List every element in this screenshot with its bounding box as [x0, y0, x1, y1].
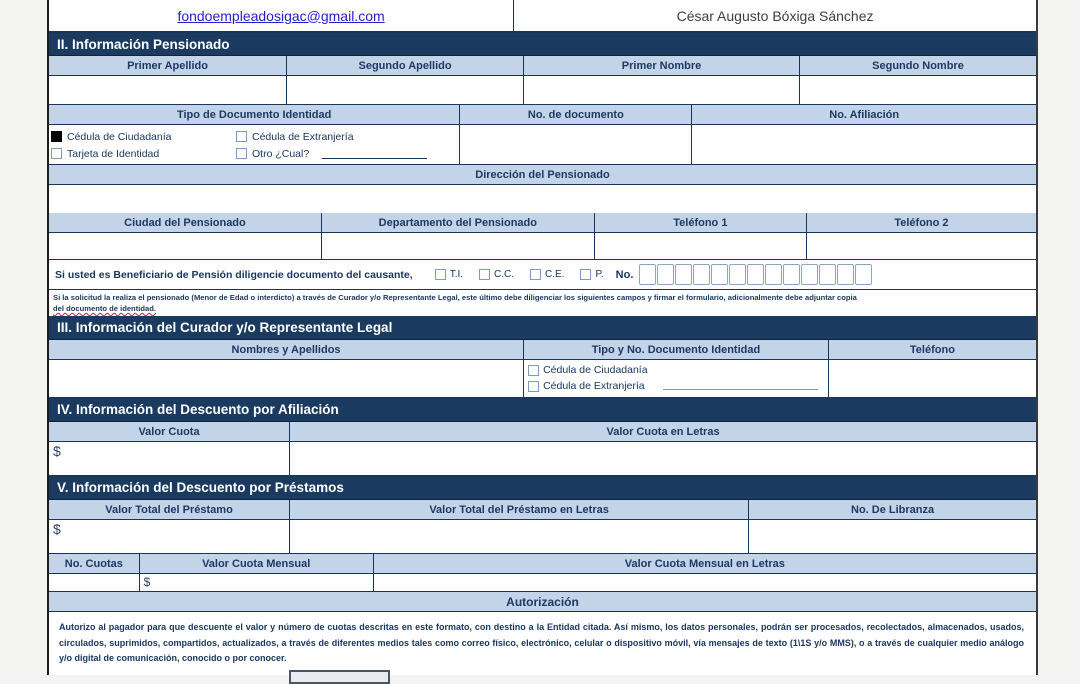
beneficiary-instruction: Si usted es Beneficiario de Pensión diligencie documento del causante, [55, 268, 413, 281]
label-cc: C.C. [494, 269, 515, 280]
section5-row1-values [49, 520, 1036, 554]
curator-note [49, 290, 1036, 316]
checkbox-curador-cedula-ciudadania[interactable] [528, 365, 539, 376]
top-row [49, 0, 1036, 33]
beneficiary-doc-options [435, 269, 612, 280]
label-curador-cedula-extranjeria: Cédula de Extranjería [543, 380, 645, 392]
section4-values-row [49, 442, 1036, 476]
header-no-afiliacion: No. Afiliación [691, 105, 1036, 124]
header-valor-total-prestamo-letras: Valor Total del Préstamo en Letras [289, 500, 748, 519]
signature-box-partial [289, 670, 390, 684]
header-segundo-apellido: Segundo Apellido [286, 56, 523, 75]
beneficiary-option-cc [479, 269, 514, 280]
label-ce: C.E. [545, 269, 565, 280]
input-primer-apellido[interactable] [49, 76, 286, 104]
section3-headers-row [49, 340, 1036, 360]
header-valor-cuota-mensual: Valor Cuota Mensual [139, 554, 373, 573]
curator-doc-type-cell [523, 360, 828, 397]
otro-cual-write-line[interactable] [322, 149, 427, 159]
label-curador-cedula-ciudadania: Cédula de Ciudadanía [543, 364, 648, 376]
doc-number-box[interactable] [657, 264, 674, 285]
section5-row1-headers [49, 500, 1036, 520]
header-direccion-pensionado: Dirección del Pensionado [475, 168, 610, 181]
email-cell [49, 0, 513, 31]
checkbox-curador-cedula-extranjeria[interactable] [528, 381, 539, 392]
doc-number-box[interactable] [801, 264, 818, 285]
input-no-libranza[interactable] [748, 520, 1036, 553]
section2-doc-values [49, 125, 1036, 165]
input-valor-cuota[interactable] [49, 442, 289, 475]
input-valor-cuota-mensual-letras[interactable] [373, 574, 1036, 591]
curator-note-line1: Si la solicitud la realiza el pensionado (Menor de Edad o interdicto) a través de Curador y/o Representante Legal, este último debe diligenciar los siguientes campos y firmar el formulario, adicionalmente debe adjuntar copia [53, 293, 857, 302]
section3-values-row [49, 360, 1036, 398]
header-tipo-no-documento: Tipo y No. Documento Identidad [523, 340, 828, 359]
section2-doc-headers [49, 105, 1036, 125]
input-departamento-pensionado[interactable] [321, 233, 594, 259]
input-direccion-pensionado[interactable] [49, 185, 1036, 213]
section5-row2-headers [49, 554, 1036, 574]
currency-symbol: $ [53, 521, 61, 537]
checkbox-cedula-extranjeria[interactable] [236, 131, 247, 142]
input-telefono-2[interactable] [806, 233, 1036, 259]
checkbox-tarjeta-identidad[interactable] [51, 148, 62, 159]
label-cedula-extranjeria: Cédula de Extranjería [252, 130, 354, 143]
label-ti: T.I. [449, 269, 464, 280]
beneficiary-option-ce [530, 269, 564, 280]
contact-name: César Augusto Bóxiga Sánchez [676, 7, 874, 24]
authorization-header: Autorización [49, 592, 1036, 612]
doc-number-box[interactable] [855, 264, 872, 285]
doc-number-box[interactable] [639, 264, 656, 285]
header-primer-apellido: Primer Apellido [127, 59, 208, 72]
doc-type-option [236, 148, 455, 160]
input-segundo-apellido[interactable] [286, 76, 523, 104]
section2-name-values [49, 76, 1036, 105]
input-no-cuotas[interactable] [49, 574, 139, 591]
input-valor-cuota-letras[interactable] [289, 442, 1036, 475]
header-valor-cuota-letras: Valor Cuota en Letras [289, 422, 1036, 441]
input-telefono-curador[interactable] [828, 360, 1036, 397]
doc-number-box[interactable] [819, 264, 836, 285]
input-valor-cuota-mensual[interactable] [139, 574, 373, 591]
doc-type-cell [49, 125, 459, 164]
doc-number-box[interactable] [711, 264, 728, 285]
address-value-row [49, 185, 1036, 213]
header-valor-cuota: Valor Cuota [138, 425, 200, 438]
doc-number-box[interactable] [837, 264, 854, 285]
checkbox-cc[interactable] [479, 269, 490, 280]
header-segundo-nombre: Segundo Nombre [799, 56, 1036, 75]
header-telefono-curador: Teléfono [828, 340, 1036, 359]
section5-row2-values [49, 574, 1036, 592]
header-tipo-documento: Tipo de Documento Identidad [176, 108, 332, 121]
curator-doc-option [528, 378, 824, 394]
header-ciudad-pensionado: Ciudad del Pensionado [124, 216, 246, 229]
doc-number-box[interactable] [675, 264, 692, 285]
doc-type-option [51, 131, 236, 143]
doc-number-box[interactable] [693, 264, 710, 285]
section2-name-headers [49, 56, 1036, 76]
section4-headers-row [49, 422, 1036, 442]
doc-type-option [236, 131, 455, 143]
doc-number-box[interactable] [765, 264, 782, 285]
header-no-libranza: No. De Libranza [748, 500, 1036, 519]
input-no-documento[interactable] [459, 125, 691, 164]
header-telefono-2: Teléfono 2 [806, 213, 1036, 232]
section5-header-bar: V. Información del Descuento por Préstamos [49, 476, 1036, 500]
header-valor-total-prestamo: Valor Total del Préstamo [105, 503, 233, 516]
label-tarjeta-identidad: Tarjeta de Identidad [67, 147, 160, 160]
curator-doc-option [528, 362, 824, 378]
checkbox-ce[interactable] [530, 269, 541, 280]
label-otro-cual: Otro ¿Cual? [252, 147, 310, 160]
beneficiary-row [49, 260, 1036, 290]
beneficiary-option-p [580, 269, 603, 280]
doc-number-box[interactable] [729, 264, 746, 285]
input-telefono-1[interactable] [594, 233, 806, 259]
header-telefono-1: Teléfono 1 [594, 213, 806, 232]
doc-type-option [51, 148, 236, 160]
header-nombres-apellidos: Nombres y Apellidos [231, 343, 341, 356]
curator-doc-write-line[interactable] [663, 389, 818, 390]
doc-number-box[interactable] [783, 264, 800, 285]
input-primer-nombre[interactable] [523, 76, 799, 104]
contact-name-cell [513, 0, 1036, 31]
address-header-row [49, 165, 1036, 185]
checkbox-ti[interactable] [435, 269, 446, 280]
beneficiary-option-ti [435, 269, 463, 280]
no-label: No. [615, 268, 634, 281]
email-link[interactable]: fondoempleadosigac@gmail.com [177, 7, 385, 24]
input-no-afiliacion[interactable] [691, 125, 1036, 164]
header-no-documento: No. de documento [459, 105, 691, 124]
currency-symbol: $ [53, 443, 61, 459]
input-segundo-nombre[interactable] [799, 76, 1036, 104]
header-valor-cuota-mensual-letras: Valor Cuota Mensual en Letras [373, 554, 1036, 573]
checkbox-cedula-ciudadania[interactable] [51, 131, 62, 142]
input-ciudad-pensionado[interactable] [49, 233, 321, 259]
section2-header-bar: II. Información Pensionado [49, 33, 1036, 56]
label-p: P. [595, 269, 604, 280]
authorization-text: Autorizo al pagador para que descuente el valor y número de cuotas descritas en este formato, con destino a la Entidad citada. Así mismo, los datos personales, podrán ser procesados, recolectados, almacenados, usados, circulados, suprimidos, compartidos, actualizados, a través de diferentes medios tales como correo físico, electrónico, celular o dispositivo móvil, vía mensajes de texto (1\1S y/o MMS), o a través de cualquier medio análogo y/o digital de comunicación, conocido o por conocer. [49, 612, 1036, 670]
location-values-row [49, 233, 1036, 260]
header-primer-nombre: Primer Nombre [523, 56, 799, 75]
checkbox-otro[interactable] [236, 148, 247, 159]
input-nombres-apellidos[interactable] [49, 360, 523, 397]
section3-header-bar: III. Información del Curador y/o Representante Legal [49, 316, 1036, 340]
checkbox-p[interactable] [580, 269, 591, 280]
label-cedula-ciudadania: Cédula de Ciudadanía [67, 130, 172, 143]
location-headers-row [49, 213, 1036, 233]
currency-symbol: $ [143, 575, 151, 589]
section4-header-bar: IV. Información del Descuento por Afiliación [49, 398, 1036, 422]
doc-number-box[interactable] [747, 264, 764, 285]
header-no-cuotas: No. Cuotas [64, 557, 123, 570]
pension-form [47, 0, 1038, 675]
header-departamento-pensionado: Departamento del Pensionado [321, 213, 594, 232]
curator-note-line2: del documento de identidad. [53, 304, 156, 313]
input-valor-total-prestamo[interactable] [49, 520, 289, 553]
doc-number-boxes [639, 264, 872, 285]
input-valor-total-prestamo-letras[interactable] [289, 520, 748, 553]
